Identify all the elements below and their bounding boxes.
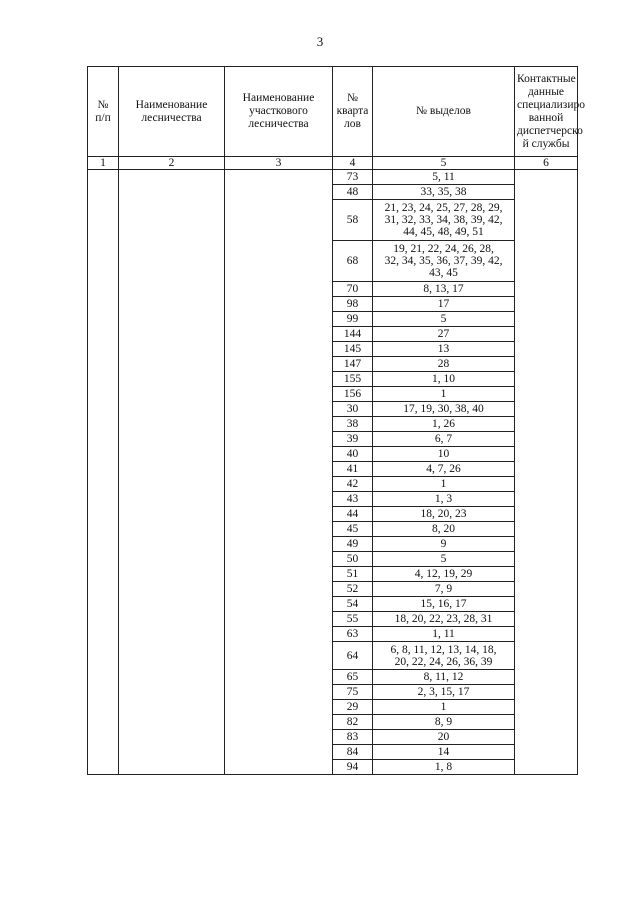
page-number: 3 [316,34,324,49]
allotments-line: 5 [440,313,447,325]
header-line: данные [527,85,565,98]
allotments-line: 20, 22, 24, 26, 36, 39 [394,655,493,668]
allotments-cell [373,372,515,387]
allotments-cell [373,297,515,312]
quarter-cell: 41 [333,462,373,477]
header-line: Контактные [517,72,576,85]
quarter-cell: 38 [333,417,373,432]
allotments-line: 1 [440,478,447,490]
allotments-line: 32, 34, 35, 36, 37, 39, 42, [384,255,503,267]
allotments-cell [373,402,515,417]
allotments-line: 44, 45, 48, 49, 51 [403,226,484,238]
allotments-cell [373,522,515,537]
header-dispatch-contacts [515,67,585,157]
header-line: кварта [336,105,369,117]
allotments-cell [373,730,515,745]
allotments-cell [373,537,515,552]
header-line: ванной [528,111,564,124]
allotments-cell [373,282,515,297]
allotments-line: 5 [440,553,447,565]
quarter-cell: 65 [333,670,373,685]
table-row [88,170,578,185]
quarter-cell: 155 [333,372,373,387]
allotments-line: 14 [437,746,450,758]
quarter-cell: 83 [333,730,373,745]
allotments-line: 1, 11 [432,628,455,640]
allotments-line: 33, 35, 38 [420,186,467,198]
quarter-cell: 52 [333,582,373,597]
table-body [88,170,578,775]
quarter-cell: 39 [333,432,373,447]
header-line: лесничества [141,111,202,124]
forest-quarters-table [87,66,585,775]
allotments-cell [373,627,515,642]
header-district-forestry [225,67,333,157]
header-line: № [97,98,109,111]
allotments-line: 27 [437,328,450,340]
allotments-line: 28 [437,358,450,370]
allotments-line: 1, 8 [434,761,453,773]
allotments-cell [373,582,515,597]
allotments-cell [373,477,515,492]
allotments-line: 6, 8, 11, 12, 13, 14, 18, [390,643,497,656]
column-numbers-row [88,157,578,170]
allotments-line: 18, 20, 23 [420,508,467,520]
column-number: 2 [119,157,225,170]
forestry-cell [119,170,225,775]
quarter-cell: 73 [333,170,373,185]
header-number [88,67,119,157]
quarter-cell: 29 [333,700,373,715]
allotments-cell [373,760,515,775]
header-line: п/п [95,111,111,124]
header-line: специализиро [517,98,585,111]
quarter-cell: 45 [333,522,373,537]
header-line: участкового [249,105,308,117]
district-forestry-cell [225,170,333,775]
allotments-cell [373,327,515,342]
allotments-line: 43, 45 [429,267,458,279]
allotments-cell [373,642,515,670]
column-number: 5 [373,157,515,170]
quarter-cell: 70 [333,282,373,297]
quarter-cell: 64 [333,642,373,670]
column-number: 1 [88,157,119,170]
quarter-cell: 68 [333,241,373,282]
quarter-cell: 99 [333,312,373,327]
allotments-cell [373,342,515,357]
allotments-line: 8, 20 [432,523,455,535]
row-number-cell [88,170,119,775]
header-line: диспетчерско [517,124,583,137]
quarter-cell: 48 [333,185,373,200]
header-quarter [333,67,373,157]
dispatch-contacts-cell [515,170,578,775]
allotments-line: 17 [437,298,450,310]
allotments-line: 2, 3, 15, 17 [417,686,470,698]
allotments-cell [373,462,515,477]
allotments-cell [373,312,515,327]
allotments-line: 17, 19, 30, 38, 40 [403,403,484,415]
quarter-cell: 145 [333,342,373,357]
allotments-line: 31, 32, 33, 34, 38, 39, 42, [384,214,503,226]
allotments-line: 15, 16, 17 [420,598,467,610]
header-line: лесничества [248,118,309,130]
quarter-cell: 58 [333,200,373,241]
allotments-line: 8, 9 [434,716,453,728]
header-forestry [119,67,225,157]
quarter-cell: 147 [333,357,373,372]
allotments-cell [373,567,515,582]
allotments-cell [373,357,515,372]
allotments-line: 18, 20, 22, 23, 28, 31 [394,613,493,625]
quarter-cell: 63 [333,627,373,642]
allotments-cell [373,185,515,200]
allotments-line: 1 [440,701,447,713]
quarter-cell: 94 [333,760,373,775]
quarter-cell: 144 [333,327,373,342]
quarter-cell: 54 [333,597,373,612]
allotments-cell [373,241,515,282]
quarter-cell: 43 [333,492,373,507]
quarter-cell: 30 [333,402,373,417]
quarter-cell: 40 [333,447,373,462]
quarter-cell: 42 [333,477,373,492]
header-line: № [347,92,358,104]
allotments-cell [373,432,515,447]
quarter-cell: 49 [333,537,373,552]
allotments-line: 1, 10 [432,373,455,385]
allotments-cell [373,492,515,507]
allotments-cell [373,612,515,627]
allotments-line: 10 [437,448,450,460]
quarter-cell: 98 [333,297,373,312]
allotments-line: 4, 12, 19, 29 [414,568,473,580]
allotments-cell [373,200,515,241]
allotments-line: 5, 11 [432,171,455,183]
quarter-cell: 75 [333,685,373,700]
quarter-cell: 44 [333,507,373,522]
allotments-cell [373,715,515,730]
allotments-cell [373,552,515,567]
allotments-line: 9 [440,538,447,550]
allotments-line: 13 [437,343,450,355]
allotments-line: 7, 9 [434,583,453,595]
header-line: Наименование [242,92,315,104]
quarter-cell: 156 [333,387,373,402]
allotments-line: 6, 7 [434,433,453,445]
allotments-line: 19, 21, 22, 24, 26, 28, [393,243,494,255]
allotments-cell [373,700,515,715]
allotments-cell [373,447,515,462]
allotments-cell [373,597,515,612]
allotments-line: 1, 26 [432,418,455,430]
allotments-line: 8, 11, 12 [423,671,464,683]
allotments-cell [373,745,515,760]
header-line: № выделов [416,105,471,117]
quarter-cell: 50 [333,552,373,567]
allotments-line: 4, 7, 26 [426,463,461,475]
quarter-cell: 82 [333,715,373,730]
column-number: 3 [225,157,333,170]
table-header-row [88,67,578,157]
header-line: лов [344,118,361,130]
quarter-cell: 84 [333,745,373,760]
allotments-line: 1 [440,388,447,400]
allotments-cell [373,170,515,185]
allotments-line: 20 [437,731,450,743]
allotments-cell [373,685,515,700]
allotments-line: 8, 13, 17 [423,283,464,295]
allotments-cell [373,507,515,522]
quarter-cell: 55 [333,612,373,627]
header-allotments [373,67,515,157]
header-line: й службы [522,137,570,150]
quarter-cell: 51 [333,567,373,582]
allotments-cell [373,417,515,432]
allotments-line: 1, 3 [434,493,453,505]
column-number: 6 [515,157,578,170]
allotments-cell [373,387,515,402]
allotments-cell [373,670,515,685]
header-line: Наименование [135,98,208,111]
allotments-line: 21, 23, 24, 25, 27, 28, 29, [384,202,503,214]
column-number: 4 [333,157,373,170]
